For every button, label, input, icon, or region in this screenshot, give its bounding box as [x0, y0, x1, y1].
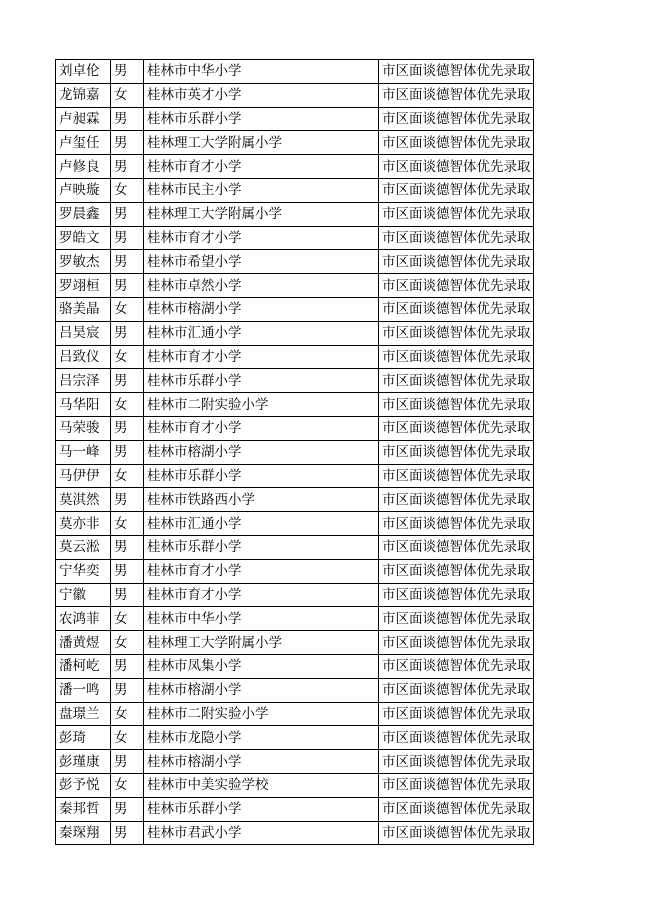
cell-name: 罗敏杰 — [56, 250, 111, 274]
cell-name: 潘一鸣 — [56, 678, 111, 702]
table-row — [56, 631, 534, 655]
cell-result: 市区面谈德智体优先录取 — [379, 345, 534, 369]
cell-name: 卢修良 — [56, 155, 111, 179]
cell-gender: 女 — [111, 773, 144, 797]
cell-name: 马荣骏 — [56, 416, 111, 440]
cell-name: 农鸿菲 — [56, 607, 111, 631]
cell-school: 桂林市乐群小学 — [144, 107, 379, 131]
cell-gender: 女 — [111, 297, 144, 321]
cell-result: 市区面谈德智体优先录取 — [379, 583, 534, 607]
cell-name: 宁华奕 — [56, 559, 111, 583]
cell-school: 桂林市中华小学 — [144, 60, 379, 84]
cell-name: 骆美晶 — [56, 297, 111, 321]
cell-result: 市区面谈德智体优先录取 — [379, 155, 534, 179]
cell-school: 桂林理工大学附属小学 — [144, 131, 379, 155]
cell-result: 市区面谈德智体优先录取 — [379, 631, 534, 655]
table-row — [56, 583, 534, 607]
cell-name: 莫云淞 — [56, 535, 111, 559]
table-row — [56, 773, 534, 797]
cell-school: 桂林市乐群小学 — [144, 797, 379, 821]
cell-name: 罗晨鑫 — [56, 202, 111, 226]
cell-gender: 男 — [111, 107, 144, 131]
cell-gender: 男 — [111, 535, 144, 559]
cell-result: 市区面谈德智体优先录取 — [379, 274, 534, 298]
cell-school: 桂林市龙隐小学 — [144, 726, 379, 750]
cell-result: 市区面谈德智体优先录取 — [379, 321, 534, 345]
cell-gender: 女 — [111, 464, 144, 488]
cell-gender: 男 — [111, 654, 144, 678]
cell-school: 桂林市育才小学 — [144, 226, 379, 250]
cell-result: 市区面谈德智体优先录取 — [379, 393, 534, 417]
cell-result: 市区面谈德智体优先录取 — [379, 440, 534, 464]
cell-name: 罗翊桓 — [56, 274, 111, 298]
table-row — [56, 559, 534, 583]
cell-name: 彭瑾康 — [56, 750, 111, 774]
cell-name: 卢映璇 — [56, 178, 111, 202]
cell-result: 市区面谈德智体优先录取 — [379, 464, 534, 488]
table-row — [56, 321, 534, 345]
cell-school: 桂林市育才小学 — [144, 155, 379, 179]
cell-result: 市区面谈德智体优先录取 — [379, 702, 534, 726]
cell-school: 桂林市中美实验学校 — [144, 773, 379, 797]
table-row — [56, 202, 534, 226]
cell-result: 市区面谈德智体优先录取 — [379, 750, 534, 774]
cell-name: 莫亦非 — [56, 512, 111, 536]
cell-result: 市区面谈德智体优先录取 — [379, 726, 534, 750]
table-row — [56, 702, 534, 726]
cell-result: 市区面谈德智体优先录取 — [379, 678, 534, 702]
cell-result: 市区面谈德智体优先录取 — [379, 107, 534, 131]
cell-gender: 女 — [111, 178, 144, 202]
cell-school: 桂林市二附实验小学 — [144, 393, 379, 417]
cell-gender: 女 — [111, 631, 144, 655]
cell-school: 桂林市榕湖小学 — [144, 440, 379, 464]
cell-school: 桂林市中华小学 — [144, 607, 379, 631]
cell-result: 市区面谈德智体优先录取 — [379, 202, 534, 226]
cell-result: 市区面谈德智体优先录取 — [379, 60, 534, 84]
cell-name: 潘黄煜 — [56, 631, 111, 655]
cell-name: 龙锦嘉 — [56, 83, 111, 107]
cell-school: 桂林市凤集小学 — [144, 654, 379, 678]
cell-result: 市区面谈德智体优先录取 — [379, 488, 534, 512]
cell-school: 桂林市育才小学 — [144, 559, 379, 583]
table-row — [56, 678, 534, 702]
cell-gender: 男 — [111, 155, 144, 179]
table-row — [56, 155, 534, 179]
table-row — [56, 107, 534, 131]
table-row — [56, 535, 534, 559]
table-row — [56, 369, 534, 393]
cell-name: 马一峰 — [56, 440, 111, 464]
cell-name: 秦琛翔 — [56, 821, 111, 845]
table-row — [56, 512, 534, 536]
cell-school: 桂林市二附实验小学 — [144, 702, 379, 726]
cell-gender: 男 — [111, 274, 144, 298]
cell-gender: 男 — [111, 202, 144, 226]
cell-result: 市区面谈德智体优先录取 — [379, 821, 534, 845]
table-row — [56, 131, 534, 155]
cell-gender: 男 — [111, 821, 144, 845]
cell-school: 桂林市育才小学 — [144, 345, 379, 369]
table-row — [56, 797, 534, 821]
cell-gender: 女 — [111, 393, 144, 417]
cell-name: 彭琦 — [56, 726, 111, 750]
cell-gender: 男 — [111, 678, 144, 702]
admission-list-table — [55, 59, 534, 845]
cell-name: 吕宗泽 — [56, 369, 111, 393]
cell-gender: 男 — [111, 488, 144, 512]
table-row — [56, 440, 534, 464]
cell-school: 桂林市铁路西小学 — [144, 488, 379, 512]
table-row — [56, 488, 534, 512]
cell-school: 桂林市民主小学 — [144, 178, 379, 202]
cell-school: 桂林市育才小学 — [144, 583, 379, 607]
cell-gender: 男 — [111, 416, 144, 440]
cell-result: 市区面谈德智体优先录取 — [379, 607, 534, 631]
cell-gender: 男 — [111, 226, 144, 250]
cell-result: 市区面谈德智体优先录取 — [379, 512, 534, 536]
cell-result: 市区面谈德智体优先录取 — [379, 131, 534, 155]
cell-result: 市区面谈德智体优先录取 — [379, 773, 534, 797]
cell-school: 桂林市卓然小学 — [144, 274, 379, 298]
cell-result: 市区面谈德智体优先录取 — [379, 559, 534, 583]
cell-school: 桂林市希望小学 — [144, 250, 379, 274]
table-row — [56, 178, 534, 202]
table-row — [56, 274, 534, 298]
cell-result: 市区面谈德智体优先录取 — [379, 297, 534, 321]
cell-school: 桂林理工大学附属小学 — [144, 202, 379, 226]
table-row — [56, 226, 534, 250]
cell-result: 市区面谈德智体优先录取 — [379, 178, 534, 202]
cell-school: 桂林市育才小学 — [144, 416, 379, 440]
cell-school: 桂林市乐群小学 — [144, 464, 379, 488]
table-row — [56, 297, 534, 321]
table-row — [56, 345, 534, 369]
cell-name: 盘璟兰 — [56, 702, 111, 726]
cell-gender: 男 — [111, 321, 144, 345]
cell-gender: 男 — [111, 559, 144, 583]
cell-name: 秦邦哲 — [56, 797, 111, 821]
cell-gender: 男 — [111, 583, 144, 607]
cell-school: 桂林市乐群小学 — [144, 369, 379, 393]
cell-school: 桂林市榕湖小学 — [144, 750, 379, 774]
table-row — [56, 821, 534, 845]
cell-gender: 男 — [111, 60, 144, 84]
cell-gender: 男 — [111, 250, 144, 274]
cell-gender: 男 — [111, 750, 144, 774]
cell-gender: 男 — [111, 369, 144, 393]
cell-gender: 女 — [111, 512, 144, 536]
cell-school: 桂林市榕湖小学 — [144, 297, 379, 321]
cell-school: 桂林市乐群小学 — [144, 535, 379, 559]
cell-gender: 女 — [111, 607, 144, 631]
cell-name: 彭予悦 — [56, 773, 111, 797]
cell-gender: 男 — [111, 797, 144, 821]
table-row — [56, 60, 534, 84]
cell-result: 市区面谈德智体优先录取 — [379, 226, 534, 250]
table-row — [56, 726, 534, 750]
cell-name: 马华阳 — [56, 393, 111, 417]
cell-gender: 女 — [111, 83, 144, 107]
cell-name: 吕昊宸 — [56, 321, 111, 345]
cell-name: 卢昶霖 — [56, 107, 111, 131]
table-row — [56, 750, 534, 774]
cell-gender: 女 — [111, 345, 144, 369]
cell-gender: 男 — [111, 440, 144, 464]
cell-school: 桂林市英才小学 — [144, 83, 379, 107]
cell-school: 桂林市君武小学 — [144, 821, 379, 845]
cell-name: 罗皓文 — [56, 226, 111, 250]
cell-school: 桂林市汇通小学 — [144, 512, 379, 536]
cell-name: 马伊伊 — [56, 464, 111, 488]
cell-result: 市区面谈德智体优先录取 — [379, 535, 534, 559]
cell-result: 市区面谈德智体优先录取 — [379, 250, 534, 274]
cell-result: 市区面谈德智体优先录取 — [379, 654, 534, 678]
cell-school: 桂林理工大学附属小学 — [144, 631, 379, 655]
table-row — [56, 416, 534, 440]
cell-gender: 男 — [111, 131, 144, 155]
table-row — [56, 83, 534, 107]
cell-name: 宁徽 — [56, 583, 111, 607]
cell-school: 桂林市汇通小学 — [144, 321, 379, 345]
cell-result: 市区面谈德智体优先录取 — [379, 83, 534, 107]
table-row — [56, 464, 534, 488]
cell-name: 刘卓伦 — [56, 60, 111, 84]
cell-result: 市区面谈德智体优先录取 — [379, 797, 534, 821]
table-row — [56, 654, 534, 678]
table-row — [56, 393, 534, 417]
cell-result: 市区面谈德智体优先录取 — [379, 416, 534, 440]
cell-gender: 女 — [111, 726, 144, 750]
cell-school: 桂林市榕湖小学 — [144, 678, 379, 702]
cell-name: 卢玺任 — [56, 131, 111, 155]
cell-name: 吕致仪 — [56, 345, 111, 369]
cell-result: 市区面谈德智体优先录取 — [379, 369, 534, 393]
cell-gender: 女 — [111, 702, 144, 726]
table-row — [56, 250, 534, 274]
cell-name: 潘柯屹 — [56, 654, 111, 678]
cell-name: 莫淇然 — [56, 488, 111, 512]
admission-list-body — [56, 60, 534, 845]
table-row — [56, 607, 534, 631]
